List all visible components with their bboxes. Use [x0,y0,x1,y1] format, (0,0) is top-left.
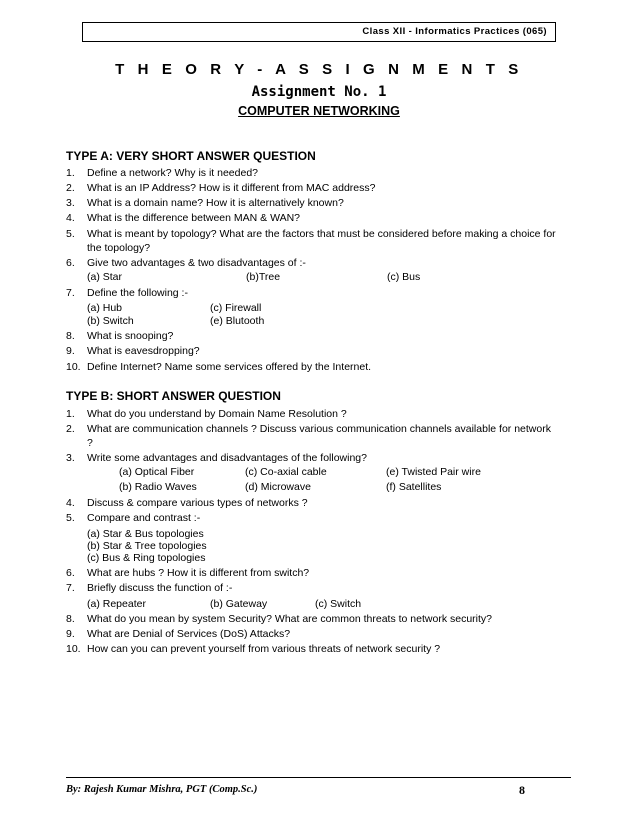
question-number: 9. [66,345,75,357]
question-number: 7. [66,582,75,594]
question-number: 8. [66,613,75,625]
question-number: 1. [66,408,75,420]
option-optical-fiber: (a) Optical Fiber [119,466,195,478]
question-number: 6. [66,567,75,579]
option-firewall: (c) Firewall [210,302,262,314]
question-number: 3. [66,452,75,464]
footer-divider [66,777,571,778]
question-a3 [66,197,344,210]
question-text: Discuss & compare various types of networks ? [87,497,308,509]
question-b5 [66,512,200,525]
question-number: 2. [66,423,75,435]
question-text: What is meant by topology? What are the factors that must be considered before making a choice for [87,228,556,240]
question-number: 6. [66,257,75,269]
section-a-title: TYPE A: VERY SHORT ANSWER QUESTION [66,149,316,163]
option-switch-b: (c) Switch [315,598,362,610]
question-a10 [66,361,371,374]
question-text: Define a network? Why is it needed? [87,167,259,179]
option-switch: (b) Switch [87,315,134,327]
page-header-text: Class XII - Informatics Practices (065) [362,26,547,37]
option-hub: (a) Hub [87,302,123,314]
question-b2-continued: ? [87,437,93,449]
question-b8 [66,613,492,626]
option-star-tree: (b) Star & Tree topologies [87,540,207,552]
question-text: Define Internet? Name some services offered by the Internet. [87,361,372,373]
option-coaxial-cable: (c) Co-axial cable [245,466,327,478]
question-a8 [66,330,173,343]
question-text: What do you understand by Domain Name Resolution ? [87,408,347,420]
question-text: Compare and contrast :- [87,512,201,524]
question-text: Write some advantages and disadvantages of the following? [87,452,367,464]
option-star: (a) Star [87,271,123,283]
question-text: What is an IP Address? How is it different from MAC address? [87,182,376,194]
option-tree: (b)Tree [246,271,281,283]
question-text: What are hubs ? How it is different from switch? [87,567,310,579]
question-b10 [66,643,440,656]
page-title: T H E O R Y - A S S I G N M E N T S [115,61,523,78]
question-text: What is a domain name? How it is alternatively known? [87,197,344,209]
option-radio-waves: (b) Radio Waves [119,481,197,493]
option-repeater: (a) Repeater [87,598,146,610]
option-bus: (c) Bus [387,271,421,283]
question-number: 7. [66,287,75,299]
page-header-box [82,22,556,42]
question-text: What is eavesdropping? [87,345,200,357]
question-number: 4. [66,212,75,224]
question-number: 3. [66,197,75,209]
question-b3 [66,452,367,465]
question-a6 [66,257,306,270]
question-number: 8. [66,330,75,342]
section-b-title: TYPE B: SHORT ANSWER QUESTION [66,389,281,403]
question-a1 [66,167,258,180]
question-text: Give two advantages & two disadvantages of :- [87,257,306,269]
footer-author: By: Rajesh Kumar Mishra, PGT (Comp.Sc.) [66,784,258,795]
question-number: 9. [66,628,75,640]
question-b9 [66,628,290,641]
question-a5 [66,228,556,241]
assignment-subtitle: Assignment No. 1 [251,84,387,100]
option-microwave: (d) Microwave [245,481,311,493]
option-twisted-pair: (e) Twisted Pair wire [386,466,481,478]
question-text: Define the following :- [87,287,188,299]
question-number: 4. [66,497,75,509]
question-number: 10. [66,643,81,655]
question-number: 10. [66,361,81,373]
option-gateway: (b) Gateway [210,598,268,610]
question-text: Briefly discuss the function of :- [87,582,233,594]
question-b4 [66,497,308,510]
question-text: How can you can prevent yourself from various threats of network security ? [87,643,441,655]
question-number: 5. [66,512,75,524]
question-number: 2. [66,182,75,194]
question-text: What do you mean by system Security? What are common threats to network security? [87,613,492,625]
question-number: 1. [66,167,75,179]
option-bus-ring: (c) Bus & Ring topologies [87,552,206,564]
question-text: What is the difference between MAN & WAN? [87,212,301,224]
question-b6 [66,567,309,580]
option-satellites: (f) Satellites [386,481,442,493]
question-b7 [66,582,232,595]
option-star-bus: (a) Star & Bus topologies [87,528,204,540]
question-a9 [66,345,200,358]
question-b1 [66,408,347,421]
topic-heading: COMPUTER NETWORKING [238,104,400,118]
question-a7 [66,287,188,300]
question-text: What are Denial of Services (DoS) Attacks? [87,628,291,640]
question-a2 [66,182,375,195]
question-number: 5. [66,228,75,240]
question-a4 [66,212,300,225]
question-a5-continued: the topology? [87,242,151,254]
option-blutooth: (e) Blutooth [210,315,265,327]
question-b2 [66,423,551,436]
footer-page-number: 8 [519,783,525,797]
question-text: What is snooping? [87,330,174,342]
question-text: What are communication channels ? Discuss various communication channels available for network [87,423,551,435]
